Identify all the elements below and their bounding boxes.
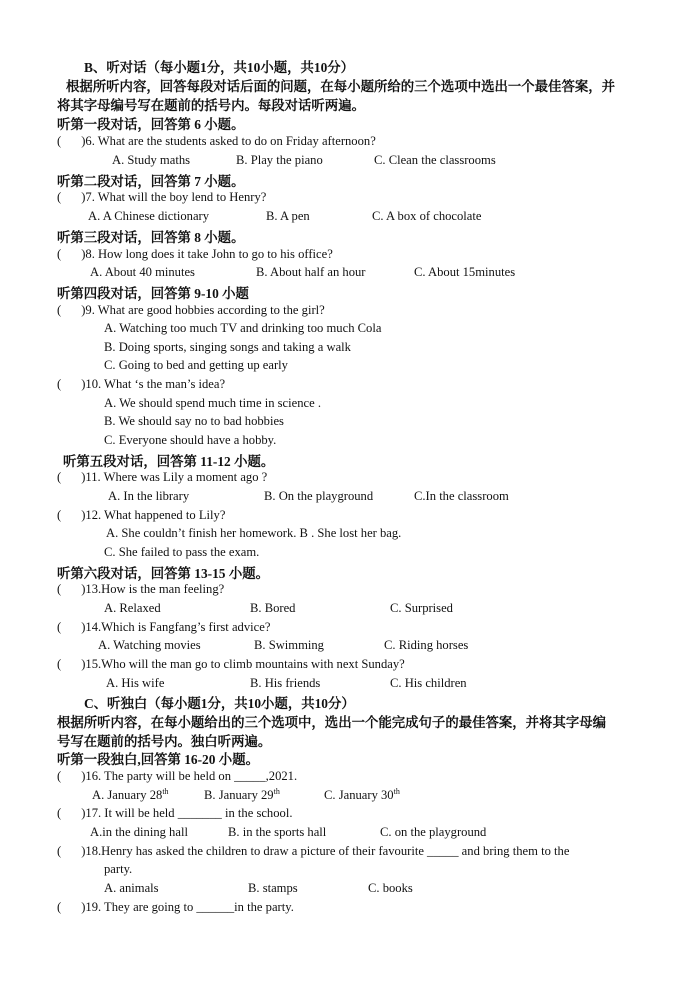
answer-paren-open: ( xyxy=(57,657,62,671)
q13-option-b: B. Bored xyxy=(250,601,296,615)
question-text: )18.Henry has asked the children to draw a picture of their favourite _____ and bring them to the xyxy=(81,844,570,858)
q18-option-a: A. animals xyxy=(104,881,159,895)
answer-paren-open: ( xyxy=(57,377,62,391)
question-8 xyxy=(57,246,696,262)
q12-option-c: C. She failed to pass the exam. xyxy=(104,545,260,559)
q14-option-a: A. Watching movies xyxy=(98,638,201,652)
answer-paren-open: ( xyxy=(57,508,62,522)
answer-paren-open: ( xyxy=(57,303,62,317)
answer-paren-open: ( xyxy=(57,806,62,820)
dialogue-4-heading: 听第四段对话，回答第 9-10 小题 xyxy=(57,286,249,301)
section-c-instruction-line2: 号写在题前的括号内。独白听两遍。 xyxy=(57,734,272,749)
question-7 xyxy=(57,189,696,205)
q11-option-a: A. In the library xyxy=(108,489,190,503)
question-text: )13.How is the man feeling? xyxy=(81,582,225,596)
question-10 xyxy=(57,376,696,392)
q7-option-b: B. A pen xyxy=(266,209,310,223)
q8-option-c: C. About 15minutes xyxy=(414,265,516,279)
q13-option-a: A. Relaxed xyxy=(104,601,161,615)
q10-option-c: C. Everyone should have a hobby. xyxy=(104,433,277,447)
section-b-title: B、听对话（每小题1分，共10小题，共10分） xyxy=(84,60,355,75)
q13-option-c: C. Surprised xyxy=(390,601,453,615)
question-15 xyxy=(57,656,696,672)
question-14 xyxy=(57,619,696,635)
question-18 xyxy=(57,843,696,859)
q6-option-c: C. Clean the classrooms xyxy=(374,153,496,167)
q16-option-c xyxy=(324,787,696,803)
question-text: )11. Where was Lily a moment ago ? xyxy=(81,470,268,484)
q17-option-b: B. in the sports hall xyxy=(228,825,327,839)
option-text: B. January 29 xyxy=(204,788,274,802)
section-c-instruction-line1: 根据所听内容，在每小题给出的三个选项中，选出一个能完成句子的最佳答案，并将其字母编 xyxy=(57,715,607,730)
answer-paren-open: ( xyxy=(57,190,62,204)
dialogue-5-heading: 听第五段对话，回答第 11-12 小题。 xyxy=(63,454,275,469)
answer-paren-open: ( xyxy=(57,769,62,783)
q11-option-b: B. On the playground xyxy=(264,489,374,503)
q8-option-a: A. About 40 minutes xyxy=(90,265,195,279)
section-b-instruction-line2: 将其字母编号写在题前的括号内。每段对话听两遍。 xyxy=(57,98,365,113)
question-text: )12. What happened to Lily? xyxy=(81,508,226,522)
question-16 xyxy=(57,768,696,784)
answer-paren-open: ( xyxy=(57,620,62,634)
option-text: C. January 30 xyxy=(324,788,394,802)
q6-option-a: A. Study maths xyxy=(112,153,191,167)
question-text: )10. What ‘s the man’s idea? xyxy=(81,377,226,391)
dialogue-3-heading: 听第三段对话，回答第 8 小题。 xyxy=(57,230,245,245)
q12-option-a-b: A. She couldn’t finish her homework. B . She lost her bag. xyxy=(106,526,402,540)
ordinal-suffix: th xyxy=(393,786,400,796)
q10-option-a: A. We should spend much time in science . xyxy=(104,396,322,410)
answer-paren-open: ( xyxy=(57,582,62,596)
ordinal-suffix: th xyxy=(273,786,280,796)
question-11 xyxy=(57,469,696,485)
q18-option-b: B. stamps xyxy=(248,881,298,895)
question-text: )7. What will the boy lend to Henry? xyxy=(81,190,267,204)
question-text: )14.Which is Fangfang’s first advice? xyxy=(81,620,271,634)
question-13 xyxy=(57,581,696,597)
question-text: )15.Who will the man go to climb mountains with next Sunday? xyxy=(81,657,405,671)
q15-option-b: B. His friends xyxy=(250,676,321,690)
q8-option-b: B. About half an hour xyxy=(256,265,366,279)
question-9 xyxy=(57,302,696,318)
question-12 xyxy=(57,507,696,523)
q7-option-a: A. A Chinese dictionary xyxy=(88,209,210,223)
q17-option-a: A.in the dining hall xyxy=(90,825,188,839)
question-text: )6. What are the students asked to do on Friday afternoon? xyxy=(81,134,376,148)
q14-option-b: B. Swimming xyxy=(254,638,324,652)
q9-option-a: A. Watching too much TV and drinking too much Cola xyxy=(104,321,382,335)
q11-option-c: C.In the classroom xyxy=(414,489,509,503)
q18-option-c: C. books xyxy=(368,881,413,895)
q9-option-c: C. Going to bed and getting up early xyxy=(104,358,288,372)
q10-option-b: B. We should say no to bad hobbies xyxy=(104,414,284,428)
answer-paren-open: ( xyxy=(57,470,62,484)
ordinal-suffix: th xyxy=(162,786,169,796)
question-text: )19. They are going to ______in the party. xyxy=(81,900,294,914)
question-text: )16. The party will be held on _____,2021. xyxy=(81,769,298,783)
section-b-instruction-line1: 根据所听内容，回答每段对话后面的问题，在每小题所给的三个选项中选出一个最佳答案，并 xyxy=(66,79,616,94)
question-text: )8. How long does it take John to go to his office? xyxy=(81,247,333,261)
question-19 xyxy=(57,899,696,915)
q15-option-c: C. His children xyxy=(390,676,467,690)
question-text: )17. It will be held _______ in the school. xyxy=(81,806,293,820)
question-18-continued: party. xyxy=(104,862,133,876)
answer-paren-open: ( xyxy=(57,844,62,858)
question-17 xyxy=(57,805,696,821)
section-c-title: C、听独白（每小题1分，共10小题，共10分） xyxy=(84,696,355,711)
monologue-1-heading: 听第一段独白,回答第 16-20 小题。 xyxy=(57,752,259,767)
question-text: )9. What are good hobbies according to the girl? xyxy=(81,303,325,317)
q15-option-a: A. His wife xyxy=(106,676,165,690)
dialogue-6-heading: 听第六段对话，回答第 13-15 小题。 xyxy=(57,566,270,581)
q7-option-c: C. A box of chocolate xyxy=(372,209,482,223)
answer-paren-open: ( xyxy=(57,134,62,148)
q14-option-c: C. Riding horses xyxy=(384,638,469,652)
q9-option-b: B. Doing sports, singing songs and taking a walk xyxy=(104,340,351,354)
dialogue-2-heading: 听第二段对话，回答第 7 小题。 xyxy=(57,174,245,189)
answer-paren-open: ( xyxy=(57,247,62,261)
dialogue-1-heading: 听第一段对话，回答第 6 小题。 xyxy=(57,117,245,132)
question-6 xyxy=(57,133,696,149)
q17-option-c: C. on the playground xyxy=(380,825,487,839)
q6-option-b: B. Play the piano xyxy=(236,153,323,167)
answer-paren-open: ( xyxy=(57,900,62,914)
option-text: A. January 28 xyxy=(92,788,163,802)
